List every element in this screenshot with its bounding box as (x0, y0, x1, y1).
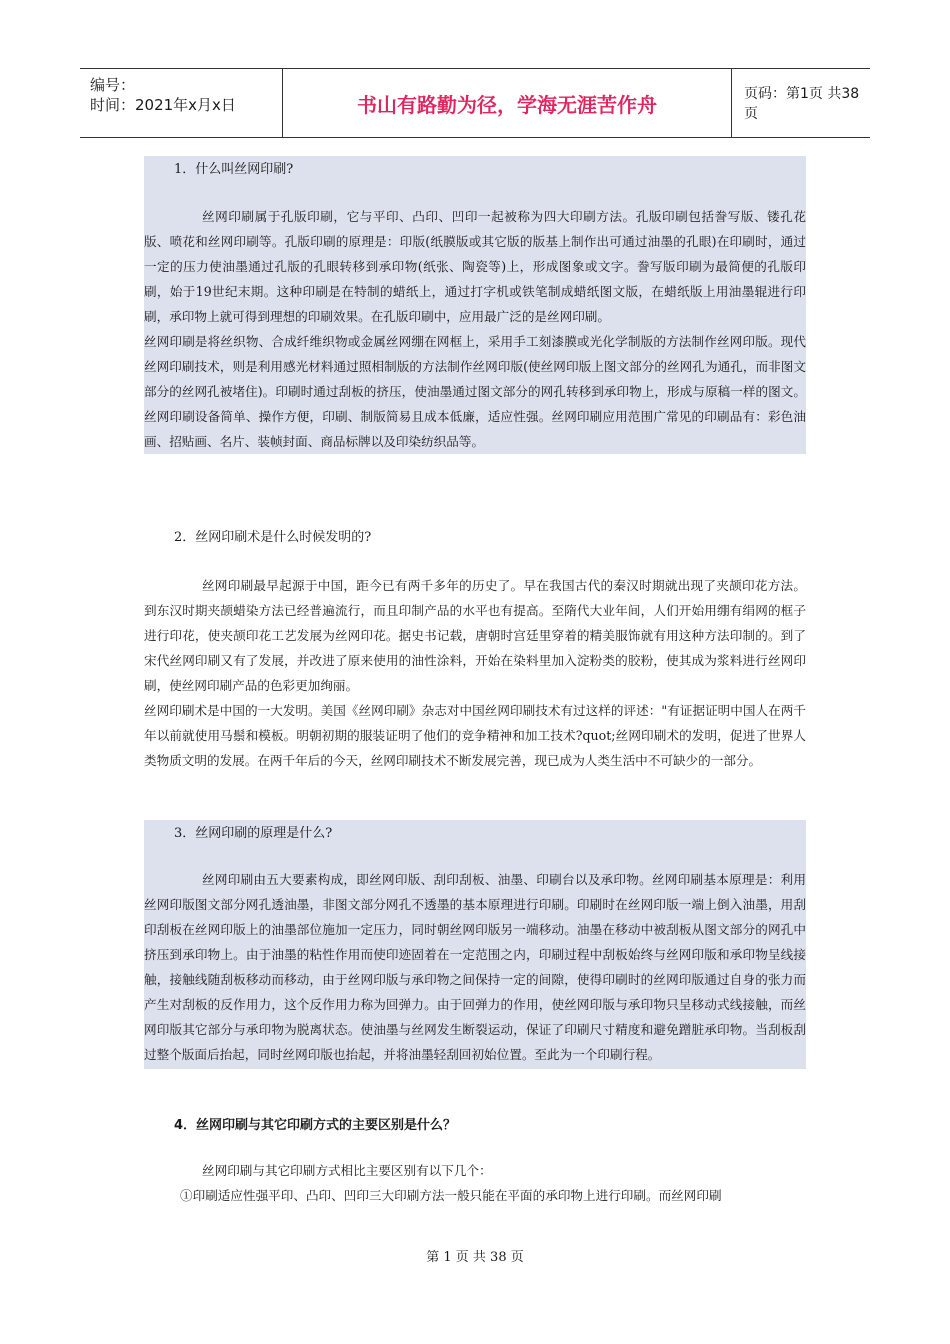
section-4 (144, 1116, 806, 1208)
section-4-question: 4．丝网印刷与其它印刷方式的主要区别是什么？ (174, 1118, 457, 1133)
section-4-paragraph-2: ①印刷适应性强平印、凸印、凹印三大印刷方法一般只能在平面的承印物上进行印刷。而丝网印刷 (180, 1188, 722, 1203)
header-left-cell (80, 69, 282, 137)
page-header (80, 68, 870, 138)
number-label: 编号： (90, 76, 136, 94)
section-1-paragraph-2: 丝网印刷是将丝织物、合成纤维织物或金属丝网绷在网框上，采用手工刻漆膜或光化学制版的方法制作丝网印版。现代丝网印刷技术，则是利用感光材料通过照相制版的方法制作丝网印版(使丝网印版上图文部分的丝网孔为通孔，而非图文部分的丝网孔被堵住)。印刷时通过刮板的挤压，使油墨通过图文部分的网孔转移到承印物上，形成与原稿一样的图文。丝网印刷设备简单、操作方便，印刷、制版简易且成本低廉，适应性强。丝网印刷应用范围广常见的印刷品有：彩色油画、招贴画、名片、装帧封面、商品标牌以及印染纺织品等。 (144, 334, 806, 449)
section-3-paragraph-1: 丝网印刷由五大要素构成，即丝网印版、刮印刮板、油墨、印刷台以及承印物。丝网印刷基本原理是：利用丝网印版图文部分网孔透油墨，非图文部分网孔不透墨的基本原理进行印刷。印刷时在丝网印版一端上倒入油墨，用刮印刮板在丝网印版上的油墨部位施加一定压力，同时朝丝网印版另一端移动。油墨在移动中被刮板从图文部分的网孔中挤压到承印物上。由于油墨的粘性作用而使印迹固着在一定范围之内，印刷过程中刮板始终与丝网印版和承印物呈线接触，接触线随刮板移动而移动，由于丝网印版与承印物之间保持一定的间隙，使得印刷时的丝网印版通过自身的张力而产生对刮板的反作用力，这个反作用力称为回弹力。由于回弹力的作用，使丝网印版与承印物只呈移动式线接触，而丝网印版其它部分与承印物为脱离状态。使油墨与丝网发生断裂运动，保证了印刷尺寸精度和避免蹭脏承印物。当刮板刮过整个版面后抬起，同时丝网印版也抬起，并将油墨轻刮回初始位置。至此为一个印刷行程。 (144, 872, 806, 1062)
section-1-question: 1．什么叫丝网印刷? (174, 162, 294, 177)
page-label: 页码：第1页 共38页 (744, 86, 860, 122)
section-2-paragraph-1: 丝网印刷最早起源于中国，距今已有两千多年的历史了。早在我国古代的秦汉时期就出现了夹颉印花方法。到东汉时期夹颉蜡染方法已经普遍流行，而且印制产品的水平也有提高。至隋代大业年间，人们开始用绷有绢网的框子进行印花，使夹颉印花工艺发展为丝网印花。据史书记载，唐朝时宫廷里穿着的精美服饰就有用这种方法印制的。到了宋代丝网印刷又有了发展，并改进了原来使用的油性涂料，开始在染料里加入淀粉类的胶粉，使其成为浆料进行丝网印刷，使丝网印刷产品的色彩更加绚丽。 (144, 578, 806, 693)
section-1 (144, 156, 806, 454)
section-4-paragraph-1: 丝网印刷与其它印刷方式相比主要区别有以下几个： (202, 1163, 492, 1178)
section-3 (144, 820, 806, 1069)
section-2-paragraph-2: 丝网印刷术是中国的一大发明。美国《丝网印刷》杂志对中国丝网印刷技术有过这样的评述："有证据证明中国人在两千年以前就使用马鬃和模板。明朝初期的服装证明了他们的竞争精神和加工技术?quot;丝网印刷术的发明，促进了世界人类物质文明的发展。在两千年后的今天，丝网印刷技术不断发展完善，现已成为人类生活中不可缺少的一部分。 (144, 703, 806, 768)
date-label: 时间：2021年x月x日 (90, 96, 236, 114)
page-footer: 第 1 页 共 38 页 (426, 1250, 524, 1265)
section-2-question: 2．丝网印刷术是什么时候发明的? (174, 530, 372, 545)
motto: 书山有路勤为径，学海无涯苦作舟 (282, 69, 732, 137)
section-3-question: 3．丝网印刷的原理是什么? (174, 826, 333, 841)
section-1-paragraph-1: 丝网印刷属于孔版印刷，它与平印、凸印、凹印一起被称为四大印刷方法。孔版印刷包括誊写版、镂孔花版、喷花和丝网印刷等。孔版印刷的原理是：印版(纸膜版或其它版的版基上制作出可通过油墨的孔眼)在印刷时，通过一定的压力使油墨通过孔版的孔眼转移到承印物(纸张、陶瓷等)上，形成图象或文字。誊写版印刷为最简便的孔版印刷，始于19世纪末期。这种印刷是在特制的蜡纸上，通过打字机或铁笔制成蜡纸图文版，在蜡纸版上用油墨辊进行印刷，承印物上就可得到理想的印刷效果。在孔版印刷中，应用最广泛的是丝网印刷。 (144, 209, 806, 324)
section-2 (144, 528, 806, 773)
